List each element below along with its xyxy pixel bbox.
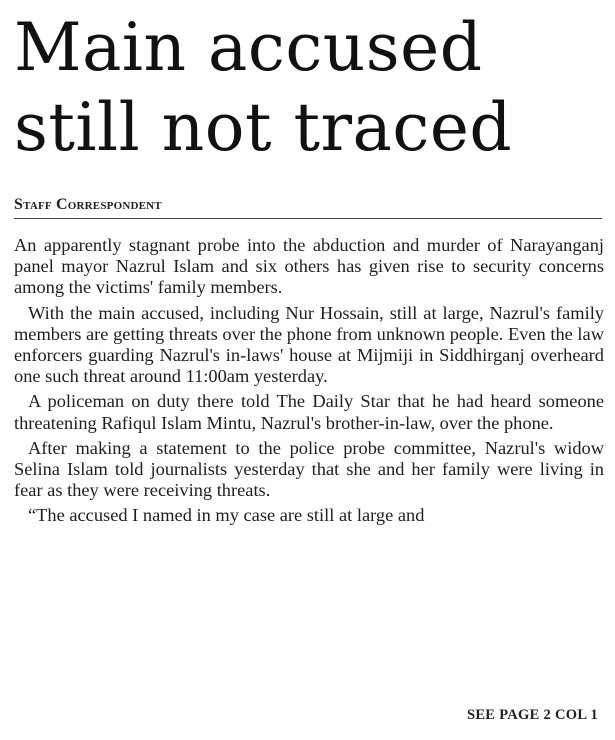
headline xyxy=(14,0,604,168)
paragraph-2: With the main accused, including Nur Hossain, still at large, Nazrul's family members are getting threats over the phone from unknown people. Even the law enforcers guarding Nazrul's in-laws' house at Mijmiji in Siddhirganj overheard one such threat around 11:00am yesterday. xyxy=(14,302,604,387)
news-article xyxy=(14,0,604,740)
paragraph-1: An apparently stagnant probe into the abduction and murder of Narayanganj panel mayor Nazrul Islam and six others has given rise to security concerns among the victims' family members. xyxy=(14,235,604,298)
byline-divider xyxy=(14,218,602,219)
continued-on-page-note: SEE PAGE 2 COL 1 xyxy=(466,707,598,723)
byline: Staff Correspondent xyxy=(14,196,162,213)
paragraph-4: After making a statement to the police probe committee, Nazrul's widow Selina Islam told journalists yesterday that she and her family were living in fear as they were receiving threats. xyxy=(14,437,604,501)
headline-line-1: Main accused xyxy=(14,9,483,86)
article-body xyxy=(14,235,604,527)
paragraph-5: “The accused I named in my case are still at large and xyxy=(28,505,425,526)
paragraph-3: A policeman on duty there told The Daily Star that he had heard someone threatening Rafiqul Islam Mintu, Nazrul's brother-in-law, over the phone. xyxy=(14,391,604,433)
headline-line-2: still not traced xyxy=(14,89,513,166)
